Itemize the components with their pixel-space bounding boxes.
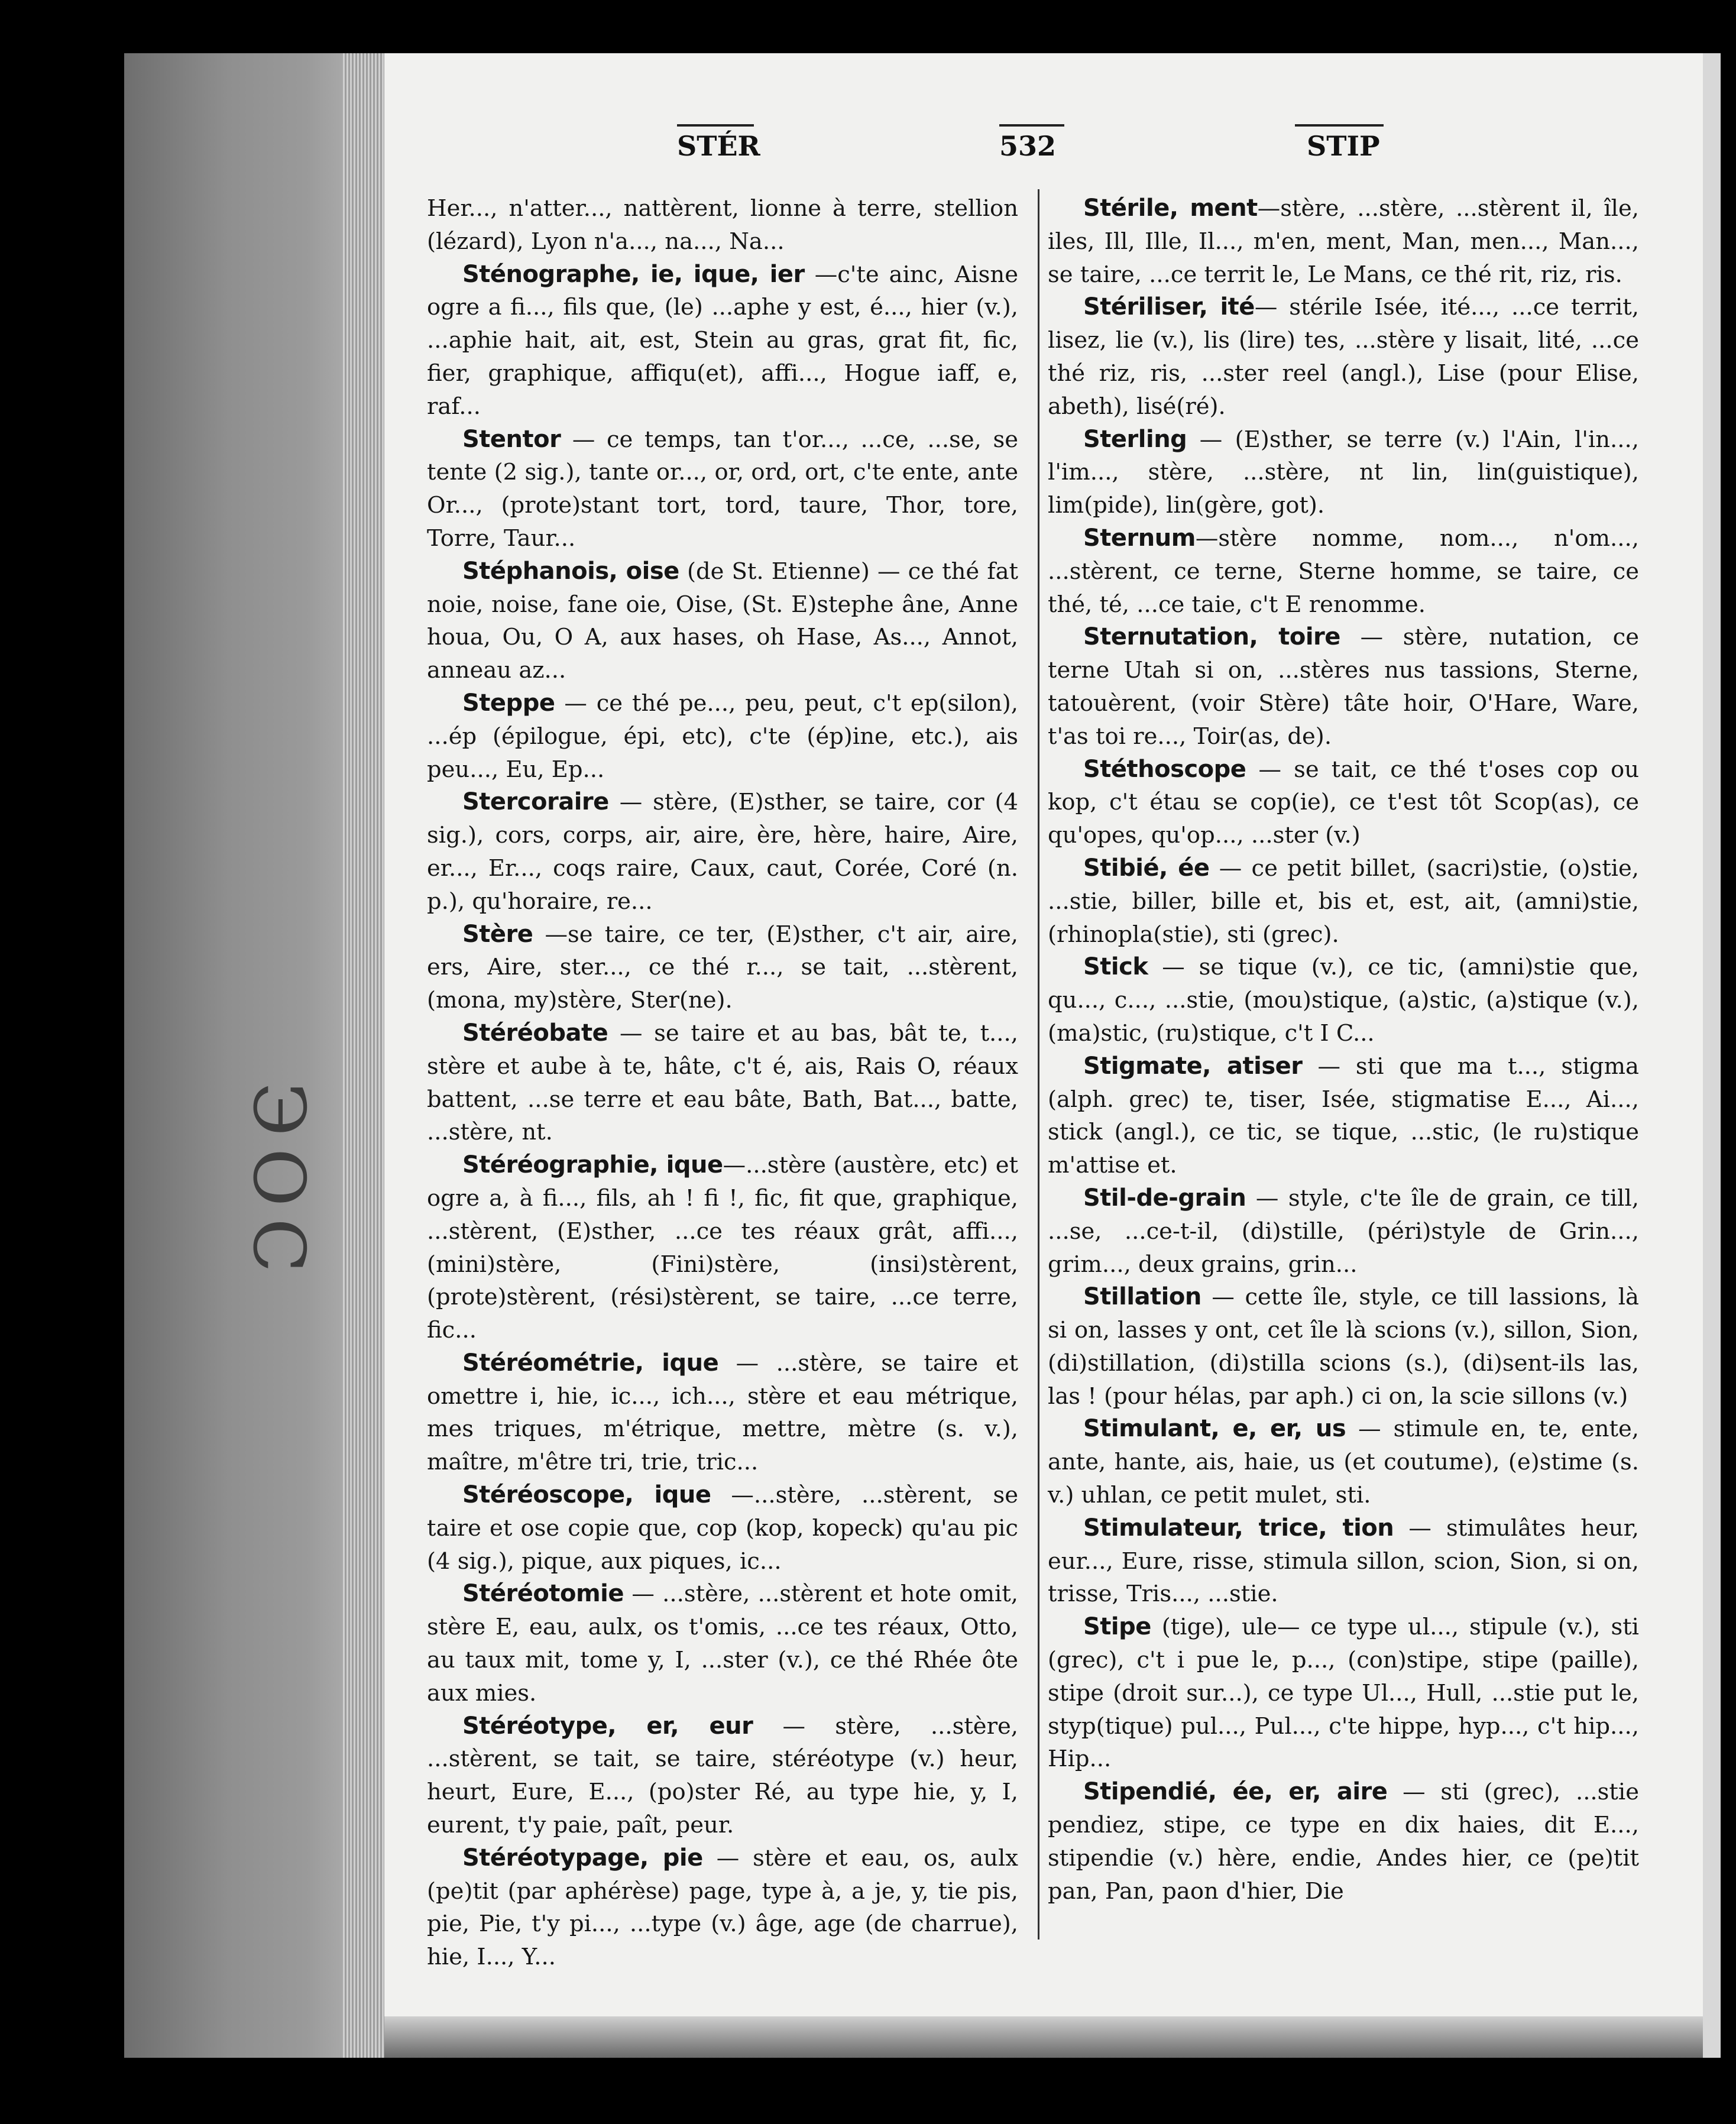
- headword: Stibié, ée: [1083, 854, 1210, 882]
- dictionary-entry: [1048, 291, 1639, 423]
- column-divider: [1038, 189, 1039, 1940]
- entry-text: — ...stère, se taire et omettre i, hie, ic..., ich..., stère et eau métrique, mes triques, m'étrique, mettre, mètre (s. v.), maître, m'être tri, trie, tric...: [427, 1349, 1018, 1476]
- entry-text: — stère, ...stère, ...stèrent, se tait, se taire, stéréotype (v.) heur, heurt, Eure, E..., (po)ster Ré, au type hie, y, I, eurent, t'y paie, paît, peur.: [427, 1712, 1019, 1839]
- dictionary-entry: [1048, 1050, 1639, 1182]
- dictionary-entry: [427, 423, 1018, 555]
- dictionary-entry: [1048, 423, 1639, 522]
- entry-text: (de St. Etienne) — ce thé fat noie, noise, fane oie, Oise, (St. E)stephe âne, Anne houa, Ou, O A, aux hases, oh Hase, As..., Annot, anneau az...: [427, 558, 1018, 684]
- headword: Stérile, ment: [1083, 195, 1258, 222]
- headword: Stère: [462, 920, 533, 948]
- entry-text: —...stère, ...stèrent, se taire et ose copie que, cop (kop, kopeck) qu'au pic (4 sig.), pique, aux piques, ic...: [427, 1482, 1018, 1575]
- entry-text: Her..., n'atter..., nattèrent, lionne à terre, stellion (lézard), Lyon n'a..., na..., Na...: [427, 195, 1018, 255]
- dictionary-entry: [1048, 192, 1639, 291]
- entry-text: — sti que ma t..., stigma (alph. grec) te, tiser, Isée, stigmatise E..., Ai..., stick (angl.), ce tic, se tique, ...stic, (le ru)stique m'attise et.: [1048, 1053, 1639, 1179]
- header-right-guide-word: STIP: [1307, 130, 1380, 162]
- page-bottom-shadow: [384, 2016, 1703, 2058]
- spine-mark: ЭОС: [237, 1082, 319, 1285]
- dictionary-entry: [1048, 1281, 1639, 1413]
- page-number: 532: [999, 130, 1057, 162]
- entry-text: — stimule en, te, ente, ante, hante, ais, haie, us (et coutume), (e)stime (s. v.) uhlan, ce petit mulet, sti.: [1048, 1416, 1639, 1509]
- headword: Stipendié, ée, er, aire: [1083, 1778, 1388, 1806]
- entry-text: — ce petit billet, (sacri)stie, (o)stie, ...stie, biller, bille et, bis et, est, ait, (amni)stie, (rhinopla(stie), sti (grec).: [1048, 854, 1640, 948]
- entry-text: — ce thé pe..., peu, peut, c't ep(silon), ...ép (épilogue, épi, etc), c'te (ép)ine, etc.), ais peu..., Eu, Ep...: [427, 689, 1018, 783]
- dictionary-entry: [1048, 753, 1639, 852]
- entry-text: —stère, ...stère, ...stèrent il, île, iles, Ill, Ille, Il..., m'en, ment, Man, men..., Man..., se taire, ...ce territ le, Le Mans, ce thé rit, riz, ris.: [1048, 195, 1639, 288]
- entry-text: —...stère (austère, etc) et ogre a, à fi..., fils, ah ! fi !, fic, fit que, graphique, ...stèrent, (E)sther, ...ce tes réaux grât, affi..., (mini)stère, (Fini)stère, (insi)stèrent, (prote)stèrent, (rési)stèrent, se taire, ...ce terre, fic...: [427, 1152, 1018, 1344]
- dictionary-page: [384, 53, 1703, 2016]
- dictionary-entry: [1048, 621, 1639, 753]
- headword: Sternutation, toire: [1083, 623, 1340, 651]
- entry-text: — ce temps, tan t'or..., ...ce, ...se, se tente (2 sig.), tante or..., or, ord, ort, c'te ente, ante Or..., (prote)stant tort, tord, taure, Thor, tore, Torre, Taur...: [427, 426, 1018, 552]
- headword: Stercoraire: [462, 788, 609, 816]
- dictionary-entry: [427, 1017, 1018, 1149]
- left-column: [427, 192, 1018, 1974]
- page-right-edge: [1703, 53, 1721, 2058]
- dictionary-entry: [427, 918, 1018, 1017]
- header-rule-left: [677, 124, 754, 127]
- entry-text: — style, c'te île de grain, ce till, ...se, ...ce-t-il, (di)stille, (péri)style de Grin..., grim..., deux grains, grin...: [1048, 1184, 1639, 1278]
- entry-text: — ...stère, ...stèrent et hote omit, stère E, eau, aulx, os t'omis, ...ce tes réaux, Otto, au taux mit, tome y, I, ...ster (v.), ce thé Rhée ôte aux mies.: [427, 1581, 1018, 1707]
- dictionary-entry: [427, 786, 1018, 918]
- dictionary-entry: [1048, 951, 1639, 1050]
- entry-text: — sti (grec), ...stie pendiez, stipe, ce type en dix haies, dit E..., stipendie (v.) hère, endie, Andes hier, ce (pe)tit pan, Pan, paon d'hier, Die: [1048, 1779, 1639, 1905]
- dictionary-entry: [427, 1347, 1018, 1479]
- headword: Stéthoscope: [1083, 755, 1246, 783]
- headword: Stipe: [1083, 1613, 1151, 1641]
- dictionary-entry: [1048, 1611, 1639, 1776]
- entry-text: — stimulâtes heur, eur..., Eure, risse, stimula sillon, scion, Sion, si on, trisse, Tris..., ...stie.: [1048, 1514, 1639, 1608]
- headword: Stéréotype, er, eur: [462, 1712, 753, 1740]
- dictionary-entry: [1048, 1512, 1639, 1611]
- headword: Stick: [1083, 953, 1148, 981]
- headword: Sténographe, ie, ique, ier: [462, 260, 805, 288]
- headword: Stentor: [462, 425, 561, 453]
- headword: Sternum: [1083, 524, 1196, 552]
- entry-text: — stère et eau, os, aulx (pe)tit (par aphérèse) page, type à, a je, y, tie pis, pie, Pie, t'y pi..., ...type (v.) âge, age (de charrue), hie, I..., Y...: [427, 1844, 1018, 1971]
- dictionary-entry: [1048, 1182, 1639, 1281]
- dictionary-entry: [1048, 1776, 1639, 1908]
- dictionary-entry: [427, 258, 1018, 423]
- header-left-guide-word: STÉR: [677, 130, 760, 162]
- headword: Stéréométrie, ique: [462, 1349, 719, 1377]
- entry-text: —stère nomme, nom..., n'om..., ...stèrent, ce terne, Sterne homme, se taire, ce thé, té, ...ce taie, c't E renomme.: [1048, 524, 1639, 618]
- headword: Stéphanois, oise: [462, 557, 679, 585]
- entry-text: — stérile Isée, ité..., ...ce territ, lisez, lie (v.), lis (lire) tes, ...stère y lisait, lité, ...ce thé riz, ris, ...ster reel (angl.), Lise (pour Elise, abeth), lisé(ré).: [1048, 294, 1639, 420]
- right-column: [1048, 192, 1639, 1908]
- headword: Stimulant, e, er, us: [1083, 1415, 1346, 1443]
- headword: Stériliser, ité: [1083, 293, 1255, 321]
- entry-text: — stère, (E)sther, se taire, cor (4 sig.), cors, corps, air, aire, ère, hère, haire, Aire, er..., Er..., coqs raire, Caux, caut, Corée, Coré (n. p.), qu'horaire, re...: [427, 789, 1018, 915]
- dictionary-entry: [427, 687, 1018, 786]
- headword: Stéréotypage, pie: [462, 1844, 703, 1872]
- headword: Stéréotomie: [462, 1580, 624, 1608]
- dictionary-entry: [427, 1149, 1018, 1347]
- dictionary-entry: [1048, 522, 1639, 621]
- dictionary-entry: [427, 1710, 1018, 1842]
- headword: Stéréobate: [462, 1019, 608, 1047]
- headword: Stil-de-grain: [1083, 1184, 1246, 1212]
- entry-text: — se tique (v.), ce tic, (amni)stie que, qu..., c..., ...stie, (mou)stique, (a)stic, (a)stique (v.), (ma)stic, (ru)stique, c't I C...: [1048, 954, 1639, 1047]
- dictionary-entry: [427, 1479, 1018, 1578]
- header-rule-center: [999, 124, 1064, 127]
- entry-text: — (E)sther, se terre (v.) l'Ain, l'in..., l'im..., stère, ...stère, nt lin, lin(guistique), lim(pide), lin(gère, got).: [1048, 426, 1639, 519]
- dictionary-entry: [427, 192, 1018, 258]
- headword: Stéréographie, ique: [462, 1151, 723, 1179]
- entry-text: — se taire et au bas, bât te, t..., stère et aube à te, hâte, c't é, ais, Rais O, réaux battent, ...se terre et eau bâte, Bath, Bat..., batte, ...stère, nt.: [427, 1019, 1018, 1146]
- entry-text: (tige), ule— ce type ul..., stipule (v.), sti (grec), c't i pue le, p..., (con)stipe, stipe (paille), stipe (droit sur...), ce type Ul..., Hull, ...stie put le, styp(tique) pul..., Pul..., c'te hippe, hyp..., c't hip..., Hip...: [1048, 1614, 1639, 1773]
- headword: Steppe: [462, 689, 555, 717]
- header-rule-right: [1295, 124, 1384, 127]
- running-header: [384, 130, 1703, 171]
- headword: Stimulateur, trice, tion: [1083, 1514, 1394, 1542]
- entry-text: — cette île, style, ce till lassions, là si on, lasses y ont, cet île là scions (v.), sillon, Sion, (di)stillation, (di)stilla scions (s.), (di)sent-ils las, las ! (pour hélas, par aph.) ci on, la scie sillons (v.): [1048, 1284, 1639, 1410]
- dictionary-entry: [427, 555, 1018, 687]
- entry-text: — stère, nutation, ce terne Utah si on, ...stères nus tassions, Sterne, tatouèrent, (voir Stère) tâte hoir, O'Hare, Ware, t'as toi re..., Toir(as, de).: [1048, 624, 1639, 750]
- entry-text: —c'te ainc, Aisne ogre a fi..., fils que, (le) ...aphe y est, é..., hier (v.), ...aphie hait, ait, est, Stein au gras, grat fit, fic, fier, graphique, affiqu(et), affi..., Hogue iaff, e, raf...: [427, 261, 1019, 420]
- entry-text: — se tait, ce thé t'oses cop ou kop, c't étau se cop(ie), ce t'est tôt Scop(as), ce qu'opes, qu'op..., ...ster (v.): [1048, 756, 1639, 849]
- headword: Stigmate, atiser: [1083, 1052, 1303, 1080]
- dictionary-entry: [427, 1842, 1018, 1974]
- headword: Stillation: [1083, 1283, 1201, 1311]
- dictionary-entry: [427, 1578, 1018, 1709]
- dictionary-entry: [1048, 852, 1639, 951]
- headword: Stéréoscope, ique: [462, 1481, 711, 1509]
- entry-text: —se taire, ce ter, (E)sther, c't air, aire, ers, Aire, ster..., ce thé r..., se tait, ...stèrent, (mona, my)stère, Ster(ne).: [427, 921, 1018, 1014]
- book-page-edges: [124, 53, 384, 2058]
- dictionary-entry: [1048, 1413, 1639, 1511]
- headword: Sterling: [1083, 425, 1187, 453]
